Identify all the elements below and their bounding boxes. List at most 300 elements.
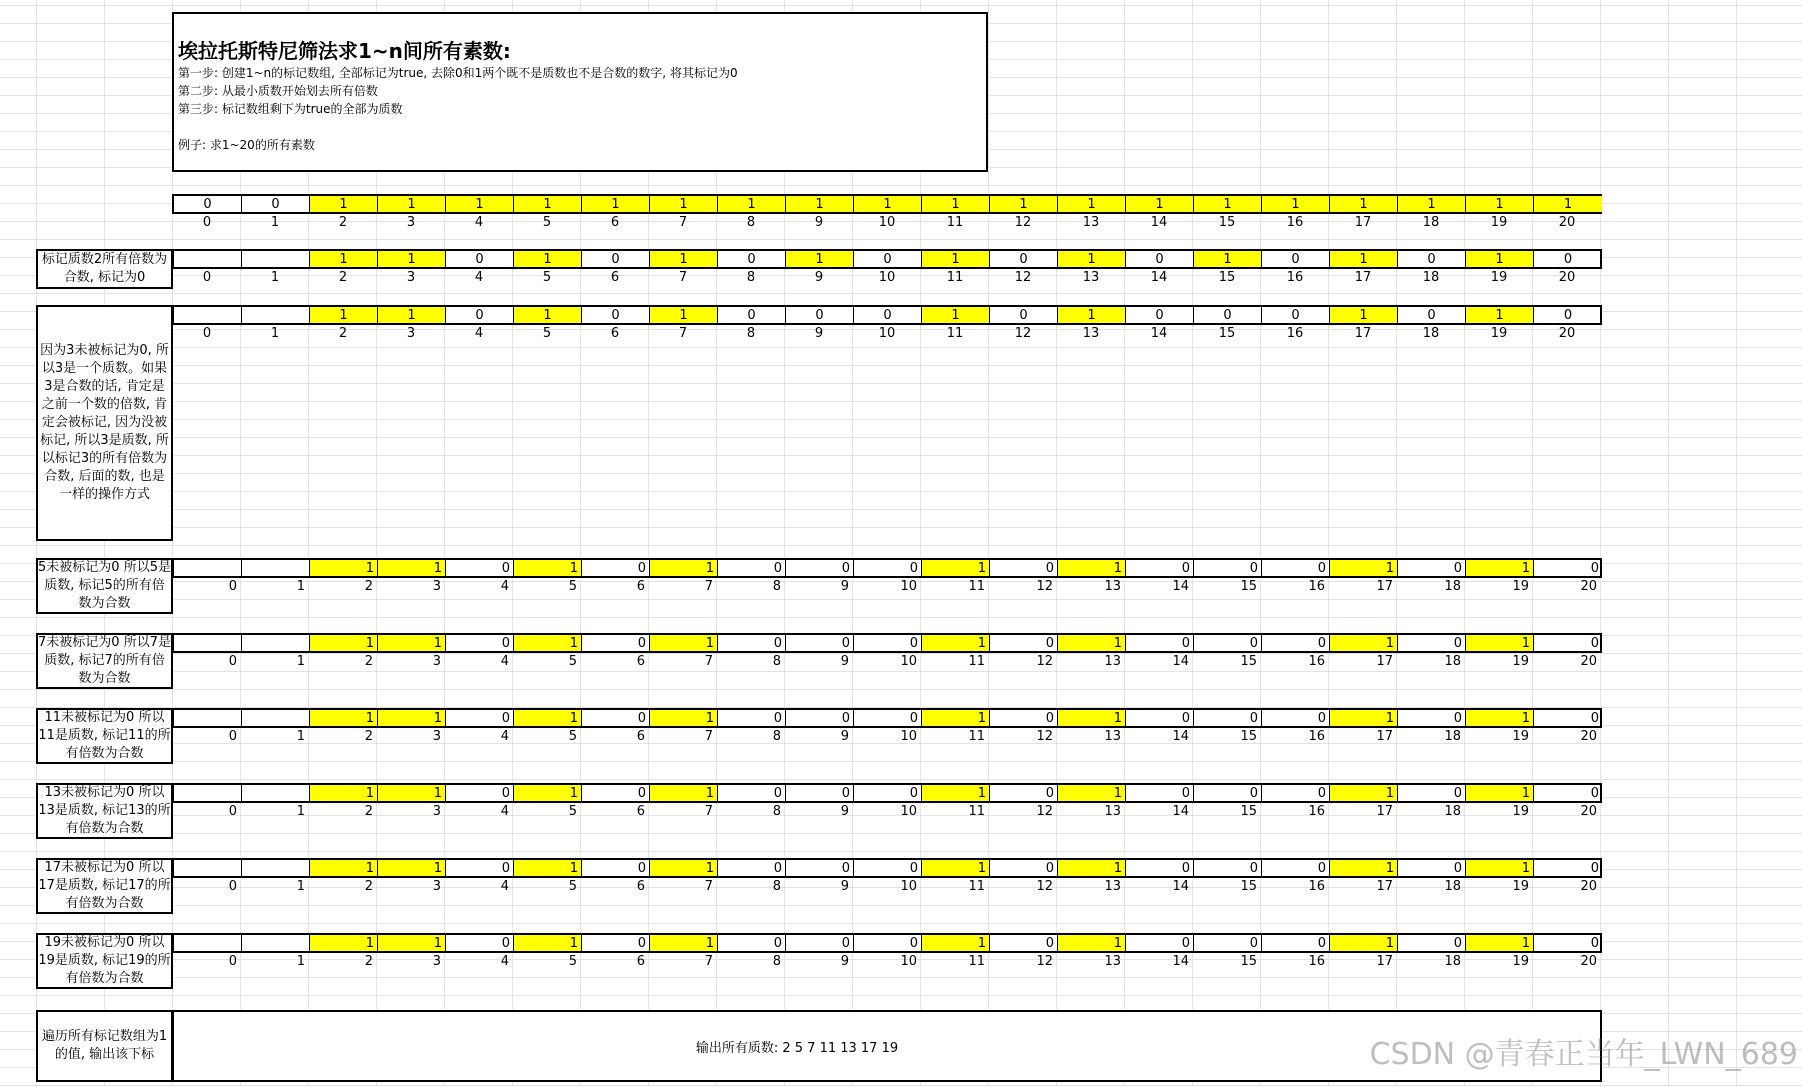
mark-cell[interactable]: 0 — [854, 560, 922, 576]
mark-cell[interactable]: 0 — [1398, 635, 1466, 651]
index-label: 1 — [296, 879, 305, 894]
mark-cell[interactable]: 1 — [1330, 635, 1398, 651]
mark-cell[interactable]: 1 — [922, 251, 990, 267]
mark-cell[interactable]: 1 — [1398, 196, 1466, 212]
mark-cell[interactable]: 0 — [1398, 251, 1466, 267]
mark-cell[interactable]: 1 — [514, 560, 582, 576]
mark-cell[interactable]: 0 — [1398, 307, 1466, 323]
index-label: 1 — [296, 579, 305, 594]
mark-cell[interactable]: 1 — [650, 860, 718, 876]
index-label: 15 — [1218, 215, 1236, 230]
mark-cell[interactable]: 0 — [786, 860, 854, 876]
mark-cell[interactable]: 0 — [1194, 560, 1262, 576]
index-label: 2 — [338, 215, 348, 230]
index-label: 2 — [364, 954, 373, 969]
mark-cell[interactable]: 0 — [854, 635, 922, 651]
mark-cell[interactable] — [242, 710, 310, 726]
mark-cell[interactable]: 0 — [786, 710, 854, 726]
mark-cell[interactable]: 1 — [1466, 307, 1534, 323]
mark-cell[interactable]: 0 — [242, 196, 310, 212]
mark-cell[interactable]: 0 — [990, 710, 1058, 726]
index-label: 8 — [772, 879, 781, 894]
mark-cell[interactable]: 0 — [718, 860, 786, 876]
mark-cell[interactable]: 1 — [1058, 710, 1126, 726]
mark-cell[interactable]: 0 — [1590, 561, 1599, 576]
index-label: 0 — [202, 326, 212, 341]
mark-cell[interactable]: 1 — [514, 635, 582, 651]
index-label: 18 — [1422, 215, 1440, 230]
mark-cell[interactable]: 0 — [990, 560, 1058, 576]
index-label: 16 — [1308, 579, 1325, 594]
mark-cell[interactable] — [174, 710, 242, 726]
mark-cell[interactable]: 1 — [1058, 251, 1126, 267]
step-2-text: 第二步: 从最小质数开始划去所有倍数 — [178, 84, 378, 98]
mark-cell[interactable]: 1 — [1330, 307, 1398, 323]
index-label: 13 — [1082, 326, 1100, 341]
mark-cell[interactable]: 0 — [854, 307, 922, 323]
mark-cell[interactable]: 0 — [786, 307, 854, 323]
mark-cell[interactable]: 0 — [582, 307, 650, 323]
index-label: 17 — [1376, 654, 1393, 669]
mark-cell[interactable]: 1 — [650, 196, 718, 212]
step-note — [36, 558, 173, 614]
mark-cell[interactable]: 0 — [1590, 861, 1599, 876]
mark-cell[interactable] — [174, 251, 242, 267]
mark-cell[interactable]: 0 — [786, 785, 854, 801]
index-label: 16 — [1286, 270, 1304, 285]
mark-cell[interactable]: 1 — [378, 635, 446, 651]
mark-cell[interactable]: 1 — [514, 251, 582, 267]
index-label: 16 — [1286, 326, 1304, 341]
mark-cell[interactable]: 0 — [1126, 935, 1194, 951]
index-label: 7 — [678, 270, 688, 285]
mark-cell[interactable]: 0 — [786, 560, 854, 576]
index-label: 8 — [746, 270, 756, 285]
index-label: 5 — [542, 215, 552, 230]
mark-cell[interactable]: 1 — [1466, 935, 1534, 951]
mark-cell[interactable]: 1 — [310, 307, 378, 323]
mark-cell[interactable] — [242, 860, 310, 876]
mark-cell[interactable]: 0 — [1262, 860, 1330, 876]
index-label: 18 — [1444, 729, 1461, 744]
index-label: 5 — [568, 879, 577, 894]
mark-cell[interactable]: 0 — [990, 307, 1058, 323]
mark-cell[interactable]: 1 — [310, 710, 378, 726]
mark-cell[interactable]: 0 — [718, 935, 786, 951]
index-label: 7 — [704, 729, 713, 744]
mark-cell[interactable]: 0 — [990, 635, 1058, 651]
mark-cell[interactable]: 1 — [446, 196, 514, 212]
index-row — [173, 269, 1601, 287]
index-label: 19 — [1490, 326, 1508, 341]
mark-cell[interactable]: 1 — [310, 251, 378, 267]
mark-cell[interactable]: 0 — [446, 635, 514, 651]
index-label: 11 — [968, 954, 985, 969]
mark-cell[interactable]: 1 — [514, 196, 582, 212]
mark-cell[interactable]: 0 — [1194, 635, 1262, 651]
mark-cell[interactable] — [242, 635, 310, 651]
mark-cell[interactable]: 0 — [1126, 251, 1194, 267]
index-label: 6 — [636, 804, 645, 819]
mark-cell[interactable]: 0 — [990, 251, 1058, 267]
mark-cell[interactable]: 1 — [922, 860, 990, 876]
index-label: 13 — [1104, 654, 1121, 669]
mark-cell[interactable]: 1 — [310, 785, 378, 801]
index-label: 11 — [968, 804, 985, 819]
mark-cell[interactable]: 1 — [1466, 860, 1534, 876]
mark-cell[interactable]: 1 — [1466, 196, 1534, 212]
index-label: 9 — [814, 215, 824, 230]
mark-cell[interactable]: 0 — [718, 560, 786, 576]
mark-cell[interactable]: 0 — [1126, 710, 1194, 726]
index-label: 7 — [678, 215, 688, 230]
mark-cell[interactable]: 1 — [1058, 196, 1126, 212]
index-label: 17 — [1376, 729, 1393, 744]
mark-cell[interactable]: 1 — [310, 196, 378, 212]
mark-cell[interactable] — [174, 560, 242, 576]
index-label: 6 — [636, 579, 645, 594]
mark-cell[interactable]: 0 — [854, 710, 922, 726]
mark-cell[interactable]: 0 — [1398, 560, 1466, 576]
index-label: 2 — [364, 729, 373, 744]
mark-cell[interactable]: 1 — [854, 196, 922, 212]
mark-cell[interactable]: 1 — [650, 251, 718, 267]
index-label: 15 — [1240, 729, 1257, 744]
mark-cell[interactable]: 0 — [1126, 860, 1194, 876]
mark-cell[interactable]: 0 — [786, 935, 854, 951]
index-label: 10 — [900, 879, 917, 894]
mark-cell[interactable] — [174, 935, 242, 951]
index-label: 11 — [968, 579, 985, 594]
index-label: 5 — [568, 729, 577, 744]
mark-cell[interactable]: 0 — [174, 196, 242, 212]
mark-cell[interactable]: 0 — [1398, 860, 1466, 876]
mark-cell[interactable]: 0 — [854, 935, 922, 951]
index-label: 14 — [1172, 579, 1189, 594]
index-label: 14 — [1150, 326, 1168, 341]
index-label: 17 — [1376, 879, 1393, 894]
mark-cell[interactable]: 1 — [1058, 860, 1126, 876]
mark-cell[interactable] — [174, 307, 242, 323]
index-label: 0 — [228, 729, 237, 744]
index-label: 17 — [1376, 804, 1393, 819]
mark-cell[interactable]: 0 — [718, 635, 786, 651]
index-label: 7 — [704, 804, 713, 819]
mark-cell[interactable]: 1 — [1330, 935, 1398, 951]
mark-cell[interactable]: 0 — [854, 860, 922, 876]
mark-cell[interactable]: 0 — [446, 785, 514, 801]
mark-cell[interactable]: 1 — [650, 560, 718, 576]
mark-cell[interactable]: 1 — [1126, 196, 1194, 212]
mark-cell[interactable]: 0 — [446, 935, 514, 951]
mark-cell[interactable]: 1 — [922, 196, 990, 212]
mark-cell[interactable]: 1 — [650, 935, 718, 951]
mark-cell[interactable] — [174, 785, 242, 801]
mark-cell[interactable]: 0 — [990, 860, 1058, 876]
mark-cell[interactable]: 1 — [310, 935, 378, 951]
mark-cell[interactable]: 1 — [1330, 710, 1398, 726]
mark-cell[interactable] — [242, 251, 310, 267]
mark-cell[interactable]: 1 — [1466, 635, 1534, 651]
mark-cell[interactable]: 1 — [922, 785, 990, 801]
mark-cell[interactable]: 1 — [310, 560, 378, 576]
index-label: 5 — [542, 326, 552, 341]
mark-cell[interactable]: 1 — [990, 196, 1058, 212]
mark-cell[interactable]: 1 — [582, 196, 650, 212]
index-label: 6 — [636, 879, 645, 894]
index-row — [173, 728, 1601, 746]
index-label: 15 — [1240, 954, 1257, 969]
mark-cell[interactable]: 0 — [1126, 635, 1194, 651]
index-label: 12 — [1036, 879, 1053, 894]
mark-array-row — [172, 558, 1602, 578]
index-row — [173, 578, 1601, 596]
mark-cell[interactable]: 0 — [1262, 935, 1330, 951]
mark-cell[interactable]: 0 — [786, 635, 854, 651]
mark-cell[interactable]: 1 — [1194, 196, 1262, 212]
index-label: 18 — [1444, 879, 1461, 894]
index-label: 2 — [338, 270, 348, 285]
index-label: 14 — [1172, 804, 1189, 819]
mark-cell[interactable]: 0 — [1563, 252, 1573, 267]
index-label: 11 — [946, 270, 964, 285]
index-label: 15 — [1240, 654, 1257, 669]
mark-cell[interactable]: 0 — [1398, 935, 1466, 951]
index-label: 3 — [406, 215, 416, 230]
mark-cell[interactable]: 1 — [378, 710, 446, 726]
mark-cell[interactable]: 1 — [1058, 635, 1126, 651]
index-label: 9 — [840, 879, 849, 894]
mark-cell[interactable] — [242, 935, 310, 951]
index-label: 9 — [840, 654, 849, 669]
index-label: 8 — [772, 579, 781, 594]
mark-cell[interactable]: 0 — [446, 307, 514, 323]
mark-cell[interactable]: 0 — [1194, 307, 1262, 323]
mark-cell[interactable]: 0 — [1590, 936, 1599, 951]
index-label: 12 — [1014, 215, 1032, 230]
mark-cell[interactable]: 0 — [582, 251, 650, 267]
index-label: 6 — [636, 654, 645, 669]
mark-cell[interactable]: 0 — [446, 251, 514, 267]
mark-cell[interactable]: 0 — [1398, 785, 1466, 801]
mark-cell[interactable]: 0 — [1262, 635, 1330, 651]
mark-cell[interactable] — [242, 785, 310, 801]
index-label: 18 — [1444, 579, 1461, 594]
mark-cell[interactable]: 0 — [990, 935, 1058, 951]
mark-cell[interactable]: 0 — [1262, 710, 1330, 726]
index-label: 17 — [1376, 579, 1393, 594]
mark-cell[interactable]: 1 — [310, 860, 378, 876]
mark-cell[interactable]: 0 — [1126, 307, 1194, 323]
mark-cell[interactable] — [242, 307, 310, 323]
index-label: 10 — [900, 729, 917, 744]
mark-cell[interactable]: 0 — [1262, 785, 1330, 801]
mark-cell[interactable]: 0 — [990, 785, 1058, 801]
mark-cell[interactable]: 0 — [1563, 308, 1573, 323]
index-label: 11 — [968, 654, 985, 669]
output-text: 输出所有质数: 2 5 7 11 13 17 19 — [695, 1040, 899, 1056]
mark-cell[interactable] — [242, 560, 310, 576]
mark-cell[interactable]: 0 — [1590, 636, 1599, 651]
mark-cell[interactable]: 0 — [718, 307, 786, 323]
index-label: 15 — [1240, 579, 1257, 594]
mark-cell[interactable]: 0 — [718, 785, 786, 801]
mark-cell[interactable]: 1 — [1466, 785, 1534, 801]
index-label: 13 — [1104, 804, 1121, 819]
mark-cell[interactable]: 1 — [1058, 935, 1126, 951]
index-label: 10 — [900, 579, 917, 594]
mark-cell[interactable]: 1 — [650, 635, 718, 651]
mark-cell[interactable]: 1 — [650, 785, 718, 801]
mark-cell[interactable]: 0 — [1262, 307, 1330, 323]
mark-cell[interactable]: 1 — [378, 196, 446, 212]
mark-cell[interactable]: 1 — [1534, 196, 1602, 212]
index-label: 20 — [1580, 804, 1597, 819]
mark-cell[interactable]: 0 — [446, 560, 514, 576]
index-label: 5 — [568, 954, 577, 969]
index-label: 6 — [610, 215, 620, 230]
index-label: 2 — [364, 579, 373, 594]
mark-cell[interactable]: 0 — [1590, 711, 1599, 726]
mark-cell[interactable]: 0 — [1194, 785, 1262, 801]
mark-cell[interactable]: 1 — [650, 307, 718, 323]
index-label: 7 — [704, 954, 713, 969]
mark-cell[interactable]: 0 — [718, 710, 786, 726]
index-label: 14 — [1172, 729, 1189, 744]
mark-cell[interactable]: 1 — [1058, 785, 1126, 801]
mark-cell[interactable]: 0 — [582, 635, 650, 651]
index-label: 11 — [946, 215, 964, 230]
mark-cell[interactable]: 0 — [446, 710, 514, 726]
mark-cell[interactable]: 1 — [514, 935, 582, 951]
mark-cell[interactable]: 1 — [1330, 251, 1398, 267]
mark-cell[interactable]: 1 — [1058, 560, 1126, 576]
mark-cell[interactable]: 0 — [854, 251, 922, 267]
mark-cell[interactable]: 0 — [582, 560, 650, 576]
index-label: 20 — [1558, 215, 1576, 230]
index-label: 3 — [432, 654, 441, 669]
index-label: 16 — [1308, 729, 1325, 744]
mark-cell[interactable]: 0 — [854, 785, 922, 801]
mark-cell[interactable]: 0 — [582, 860, 650, 876]
index-label: 16 — [1308, 954, 1325, 969]
mark-cell[interactable]: 1 — [786, 251, 854, 267]
mark-cell[interactable]: 0 — [718, 251, 786, 267]
index-label: 10 — [878, 270, 896, 285]
mark-cell[interactable]: 1 — [786, 196, 854, 212]
index-label: 8 — [746, 215, 756, 230]
index-label: 16 — [1308, 879, 1325, 894]
mark-cell[interactable]: 1 — [514, 710, 582, 726]
mark-cell[interactable]: 1 — [1330, 196, 1398, 212]
mark-cell[interactable]: 0 — [1398, 710, 1466, 726]
mark-cell[interactable]: 0 — [1194, 935, 1262, 951]
mark-cell[interactable]: 0 — [1194, 710, 1262, 726]
mark-cell[interactable]: 1 — [1058, 307, 1126, 323]
mark-cell[interactable]: 1 — [922, 710, 990, 726]
index-label: 8 — [772, 804, 781, 819]
mark-cell[interactable]: 1 — [1194, 251, 1262, 267]
index-label: 11 — [946, 326, 964, 341]
mark-cell[interactable]: 1 — [922, 307, 990, 323]
index-label: 12 — [1036, 804, 1053, 819]
mark-cell[interactable] — [174, 635, 242, 651]
mark-cell[interactable]: 0 — [446, 860, 514, 876]
index-label: 19 — [1512, 729, 1529, 744]
mark-cell[interactable]: 1 — [514, 307, 582, 323]
index-label: 15 — [1240, 879, 1257, 894]
mark-cell[interactable]: 1 — [1330, 560, 1398, 576]
index-label: 0 — [202, 270, 212, 285]
index-label: 4 — [500, 654, 509, 669]
index-label: 18 — [1444, 804, 1461, 819]
mark-cell[interactable]: 0 — [1590, 786, 1599, 801]
title-box — [172, 12, 988, 172]
index-label: 17 — [1354, 215, 1372, 230]
mark-cell[interactable]: 0 — [1262, 251, 1330, 267]
mark-array-row — [172, 194, 1602, 214]
mark-cell[interactable]: 0 — [582, 710, 650, 726]
mark-cell[interactable]: 1 — [922, 635, 990, 651]
index-label: 12 — [1014, 326, 1032, 341]
index-label: 2 — [364, 879, 373, 894]
mark-array-row — [172, 305, 1602, 325]
mark-cell[interactable]: 0 — [1194, 860, 1262, 876]
mark-cell[interactable]: 1 — [378, 935, 446, 951]
output-note — [36, 1010, 173, 1082]
index-row — [173, 653, 1601, 671]
mark-cell[interactable]: 1 — [514, 785, 582, 801]
index-label: 12 — [1036, 654, 1053, 669]
output-note-text: 遍历所有标记数组为1的值, 输出该下标 — [41, 1029, 168, 1062]
index-label: 11 — [968, 729, 985, 744]
index-label: 1 — [270, 270, 280, 285]
mark-cell[interactable]: 1 — [650, 710, 718, 726]
mark-cell[interactable]: 1 — [310, 635, 378, 651]
mark-cell[interactable]: 0 — [1126, 785, 1194, 801]
mark-cell[interactable]: 0 — [1126, 560, 1194, 576]
mark-cell[interactable]: 1 — [1466, 710, 1534, 726]
mark-cell[interactable]: 1 — [378, 785, 446, 801]
mark-cell[interactable]: 0 — [582, 935, 650, 951]
mark-cell[interactable]: 1 — [1466, 251, 1534, 267]
mark-cell[interactable]: 1 — [378, 307, 446, 323]
mark-cell[interactable]: 0 — [582, 785, 650, 801]
mark-cell[interactable]: 1 — [1330, 860, 1398, 876]
index-label: 20 — [1558, 326, 1576, 341]
mark-cell[interactable]: 1 — [1466, 560, 1534, 576]
mark-cell[interactable] — [174, 860, 242, 876]
mark-cell[interactable]: 1 — [378, 860, 446, 876]
mark-cell[interactable]: 1 — [1330, 785, 1398, 801]
index-label: 19 — [1490, 270, 1508, 285]
mark-cell[interactable]: 1 — [1262, 196, 1330, 212]
mark-cell[interactable]: 1 — [514, 860, 582, 876]
index-label: 9 — [840, 804, 849, 819]
index-label: 15 — [1218, 326, 1236, 341]
mark-cell[interactable]: 0 — [1262, 560, 1330, 576]
mark-cell[interactable]: 1 — [922, 935, 990, 951]
mark-cell[interactable]: 1 — [718, 196, 786, 212]
mark-cell[interactable]: 1 — [378, 560, 446, 576]
mark-cell[interactable]: 1 — [378, 251, 446, 267]
mark-cell[interactable]: 1 — [922, 560, 990, 576]
step-note-text: 11未被标记为0 所以11是质数, 标记11的所有倍数为合数 — [38, 710, 171, 761]
index-label: 19 — [1512, 654, 1529, 669]
index-row — [173, 953, 1601, 971]
index-label: 9 — [840, 729, 849, 744]
step-note — [36, 858, 173, 914]
